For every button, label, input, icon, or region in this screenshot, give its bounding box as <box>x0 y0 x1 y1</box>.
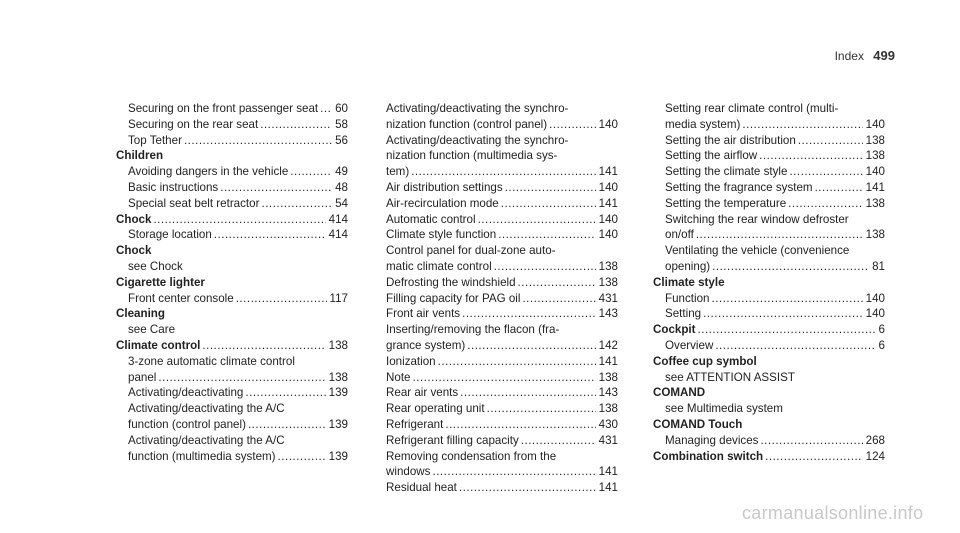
dot-leader <box>153 212 325 228</box>
page-reference[interactable]: 138 <box>865 196 885 210</box>
index-entry <box>386 196 618 212</box>
page-reference[interactable]: 140 <box>865 117 885 131</box>
dot-leader <box>236 291 327 307</box>
index-column-3 <box>653 101 885 464</box>
index-entry <box>386 322 618 338</box>
entry-text: Setting <box>665 307 702 321</box>
index-entry <box>653 259 885 275</box>
entry-text: see Chock <box>128 259 183 273</box>
index-entry <box>653 180 885 196</box>
index-entry <box>386 101 618 117</box>
index-entry <box>116 322 348 338</box>
index-heading <box>116 148 348 164</box>
index-entry <box>386 464 618 480</box>
entry-text: Removing condensation from the <box>386 449 557 463</box>
index-entry <box>653 164 885 180</box>
page-reference[interactable]: 81 <box>872 259 885 273</box>
entry-text: Cigarette lighter <box>116 275 205 289</box>
entry-text: windows <box>386 465 431 479</box>
dot-leader <box>789 164 862 180</box>
entry-text: Setting the air distribution <box>665 133 796 147</box>
index-entry <box>386 370 618 386</box>
index-heading <box>116 243 348 259</box>
page-reference[interactable]: 138 <box>598 275 618 289</box>
page-reference[interactable]: 60 <box>335 102 348 115</box>
dot-leader <box>505 180 596 196</box>
index-entry <box>386 259 618 275</box>
index-entry <box>653 101 885 117</box>
page-reference[interactable]: 140 <box>598 180 618 194</box>
watermark: carmanualsonline.info <box>742 503 924 523</box>
index-entry <box>653 401 885 417</box>
entry-text: Front center console <box>128 291 234 305</box>
index-heading <box>653 385 885 401</box>
index-entry <box>116 449 348 465</box>
entry-text: COMAND Touch <box>653 417 743 431</box>
index-entry <box>653 433 885 449</box>
page-reference[interactable]: 138 <box>598 259 618 273</box>
dot-leader <box>711 291 862 307</box>
dot-leader <box>413 370 596 386</box>
index-column-1 <box>116 101 348 464</box>
entry-text: Climate control <box>116 338 201 352</box>
index-entry <box>116 164 348 180</box>
page-reference[interactable]: 138 <box>598 370 618 384</box>
index-entry <box>116 196 348 212</box>
index-entry <box>653 227 885 243</box>
entry-text: Refrigerant <box>386 417 444 431</box>
page-reference[interactable]: 117 <box>329 291 348 305</box>
dot-leader <box>184 133 332 149</box>
entry-text: Ventilating the vehicle (convenience <box>665 244 850 258</box>
entry-text: Securing on the rear seat <box>128 117 259 131</box>
dot-leader <box>742 117 862 133</box>
entry-text: Switching the rear window defroster <box>665 212 849 226</box>
page-reference[interactable]: 430 <box>598 417 618 431</box>
dot-leader <box>411 164 595 180</box>
entry-text: Storage location <box>128 228 212 242</box>
index-entry <box>116 227 348 243</box>
index-entry <box>653 338 885 354</box>
entry-text: Inserting/removing the flacon (fra- <box>386 323 560 337</box>
index-heading <box>116 212 348 228</box>
index-entry <box>386 480 618 496</box>
page-number: 499 <box>873 48 895 63</box>
page-reference[interactable]: 138 <box>865 149 885 163</box>
page-reference[interactable]: 139 <box>328 386 348 400</box>
page-reference[interactable]: 140 <box>598 117 618 131</box>
page-reference[interactable]: 140 <box>865 291 885 305</box>
page-reference[interactable]: 141 <box>598 165 618 179</box>
entry-text: Activating/deactivating the synchro- <box>386 133 569 147</box>
index-heading <box>653 322 885 338</box>
dot-leader <box>202 338 325 354</box>
entry-text: Chock <box>116 244 152 258</box>
entry-text: grance system) <box>386 338 466 352</box>
entry-text: see Care <box>128 323 176 337</box>
entry-text: matic climate control <box>386 259 492 273</box>
index-entry <box>653 212 885 228</box>
page-reference[interactable]: 139 <box>328 417 348 431</box>
page-reference[interactable]: 6 <box>878 323 885 337</box>
entry-text: Refrigerant filling capacity <box>386 433 519 447</box>
dot-leader <box>261 196 332 212</box>
index-entry <box>386 133 618 149</box>
index-entry <box>116 370 348 386</box>
entry-text: Rear air vents <box>386 386 459 400</box>
entry-text: panel <box>128 370 157 384</box>
page-reference[interactable]: 414 <box>328 212 348 226</box>
dot-leader <box>438 354 596 370</box>
index-heading <box>653 354 885 370</box>
page-reference[interactable]: 431 <box>598 433 618 447</box>
entry-text: Managing devices <box>665 433 759 447</box>
dot-leader <box>158 370 325 386</box>
index-entry <box>653 370 885 386</box>
index-entry <box>653 148 885 164</box>
page-reference[interactable]: 6 <box>878 338 885 352</box>
entry-text: Coffee cup symbol <box>653 354 757 368</box>
entry-text: Air distribution settings <box>386 180 503 194</box>
page-reference[interactable]: 138 <box>865 228 885 242</box>
entry-text: see Multimedia system <box>665 402 783 416</box>
index-heading <box>653 275 885 291</box>
dot-leader <box>518 275 596 291</box>
entry-text: Ionization <box>386 354 436 368</box>
dot-leader <box>501 196 596 212</box>
index-entry <box>386 417 618 433</box>
entry-text: Setting the temperature <box>665 196 787 210</box>
index-entry <box>116 291 348 307</box>
dot-leader <box>445 417 595 433</box>
entry-text: Note <box>386 370 411 384</box>
dot-leader <box>320 101 332 117</box>
entry-text: Cleaning <box>116 307 165 321</box>
index-entry <box>386 291 618 307</box>
dot-leader <box>494 259 596 275</box>
entry-text: see ATTENTION ASSIST <box>665 370 795 384</box>
entry-text: Chock <box>116 212 152 226</box>
dot-leader <box>478 212 596 228</box>
entry-text: Basic instructions <box>128 180 219 194</box>
entry-text: media system) <box>665 117 741 131</box>
entry-text: Combination switch <box>653 449 764 463</box>
dot-leader <box>460 385 595 401</box>
index-entry <box>386 449 618 465</box>
dot-leader <box>815 180 863 196</box>
dot-leader <box>248 417 326 433</box>
entry-text: COMAND <box>653 386 706 400</box>
header-label: Index <box>834 49 864 63</box>
entry-text: opening) <box>665 259 711 273</box>
index-entry <box>386 212 618 228</box>
entry-text: Air-recirculation mode <box>386 196 499 210</box>
index-entry <box>386 243 618 259</box>
page-reference[interactable]: 143 <box>598 307 618 321</box>
index-entry <box>116 133 348 149</box>
dot-leader <box>521 433 596 449</box>
dot-leader <box>214 227 326 243</box>
index-entry <box>653 243 885 259</box>
entry-text: Residual heat <box>386 481 457 495</box>
index-entry <box>386 354 618 370</box>
index-heading <box>116 338 348 354</box>
page-reference[interactable]: 49 <box>335 165 348 179</box>
page-reference[interactable]: 141 <box>598 465 618 479</box>
dot-leader <box>703 306 863 322</box>
page-reference[interactable]: 141 <box>598 481 618 495</box>
dot-leader <box>432 464 595 480</box>
entry-text: Cockpit <box>653 323 696 337</box>
page-reference[interactable]: 138 <box>865 133 885 147</box>
entry-text: Activating/deactivating the synchro- <box>386 102 569 115</box>
page-reference[interactable]: 138 <box>328 370 348 384</box>
index-entry <box>116 354 348 370</box>
entry-text: Activating/deactivating the A/C <box>128 433 285 447</box>
dot-leader <box>712 259 869 275</box>
index-column-2 <box>386 101 618 496</box>
entry-text: Securing on the front passenger seat <box>128 102 319 115</box>
page-reference[interactable]: 56 <box>335 133 348 147</box>
index-entry <box>653 117 885 133</box>
dot-leader <box>549 117 596 133</box>
entry-text: Children <box>116 149 164 163</box>
page-header <box>835 48 895 63</box>
entry-text: Filling capacity for PAG oil <box>386 291 521 305</box>
index-entry <box>386 117 618 133</box>
dot-leader <box>696 227 863 243</box>
index-heading <box>653 449 885 465</box>
dot-leader <box>260 117 332 133</box>
page-reference[interactable]: 141 <box>598 196 618 210</box>
entry-text: on/off <box>665 228 694 242</box>
index-entry <box>116 433 348 449</box>
index-entry <box>653 306 885 322</box>
dot-leader <box>759 148 863 164</box>
entry-text: 3-zone automatic climate control <box>128 354 295 368</box>
dot-leader <box>765 449 863 465</box>
dot-leader <box>220 180 332 196</box>
index-heading <box>653 417 885 433</box>
dot-leader <box>498 227 595 243</box>
entry-text: Setting the airflow <box>665 149 758 163</box>
page-reference[interactable]: 139 <box>328 449 348 463</box>
page-reference[interactable]: 140 <box>865 165 885 179</box>
dot-leader <box>459 480 596 496</box>
entry-text: Activating/deactivating the A/C <box>128 402 285 416</box>
entry-text: Climate style <box>653 275 725 289</box>
entry-text: function (control panel) <box>128 417 246 431</box>
index-entry <box>116 417 348 433</box>
page-reference[interactable]: 54 <box>335 196 348 210</box>
index-entry <box>116 117 348 133</box>
page-reference[interactable]: 414 <box>328 228 348 242</box>
dot-leader <box>278 449 326 465</box>
entry-text: Defrosting the windshield <box>386 275 516 289</box>
entry-text: Top Tether <box>128 133 182 147</box>
page-reference[interactable]: 48 <box>335 180 348 194</box>
entry-text: nization function (control panel) <box>386 117 548 131</box>
page-reference[interactable]: 143 <box>598 386 618 400</box>
entry-text: Setting the fragrance system <box>665 180 813 194</box>
entry-text: Control panel for dual-zone auto- <box>386 244 556 258</box>
page-reference[interactable]: 140 <box>598 212 618 226</box>
page-reference[interactable]: 268 <box>865 433 885 447</box>
dot-leader <box>798 133 863 149</box>
entry-text: Climate style function <box>386 228 497 242</box>
page-reference[interactable]: 431 <box>598 291 618 305</box>
entry-text: function (multimedia system) <box>128 449 276 463</box>
entry-text: Activating/deactivating <box>128 386 244 400</box>
page-reference[interactable]: 142 <box>598 338 618 352</box>
index-entry <box>116 259 348 275</box>
entry-text: Setting the climate style <box>665 165 788 179</box>
index-entry <box>116 385 348 401</box>
index-entry <box>386 227 618 243</box>
dot-leader <box>715 338 875 354</box>
index-entry <box>386 164 618 180</box>
index-entry <box>386 148 618 164</box>
entry-text: Rear operating unit <box>386 402 485 416</box>
entry-text: Function <box>665 291 710 305</box>
index-entry <box>386 275 618 291</box>
page-reference[interactable]: 140 <box>865 307 885 321</box>
page-reference[interactable]: 140 <box>598 228 618 242</box>
index-entry <box>386 338 618 354</box>
dot-leader <box>698 322 876 338</box>
page-reference[interactable]: 141 <box>865 180 885 194</box>
index-entry <box>116 180 348 196</box>
index-entry <box>386 433 618 449</box>
index-entry <box>386 401 618 417</box>
index-heading <box>116 306 348 322</box>
page-reference[interactable]: 138 <box>328 338 348 352</box>
index-entry <box>386 180 618 196</box>
index-entry <box>653 291 885 307</box>
entry-text: tem) <box>386 165 410 179</box>
index-entry <box>116 101 348 117</box>
dot-leader <box>522 291 595 307</box>
entry-text: Automatic control <box>386 212 476 226</box>
index-entry <box>116 401 348 417</box>
entry-text: Front air vents <box>386 307 461 321</box>
index-entry <box>653 133 885 149</box>
entry-text: Setting rear climate control (multi- <box>665 102 839 115</box>
entry-text: Special seat belt retractor <box>128 196 260 210</box>
entry-text: Avoiding dangers in the vehicle <box>128 165 289 179</box>
dot-leader <box>788 196 862 212</box>
page-reference[interactable]: 58 <box>335 117 348 131</box>
page-reference[interactable]: 124 <box>865 449 885 463</box>
dot-leader <box>462 306 596 322</box>
page-reference[interactable]: 138 <box>598 402 618 416</box>
dot-leader <box>760 433 862 449</box>
entry-text: nization function (multimedia sys- <box>386 149 558 163</box>
dot-leader <box>290 164 332 180</box>
page-reference[interactable]: 141 <box>598 354 618 368</box>
dot-leader <box>467 338 595 354</box>
index-entry <box>386 385 618 401</box>
entry-text: Overview <box>665 338 714 352</box>
index-entry <box>653 196 885 212</box>
dot-leader <box>487 401 596 417</box>
dot-leader <box>245 385 325 401</box>
index-heading <box>116 275 348 291</box>
index-entry <box>386 306 618 322</box>
